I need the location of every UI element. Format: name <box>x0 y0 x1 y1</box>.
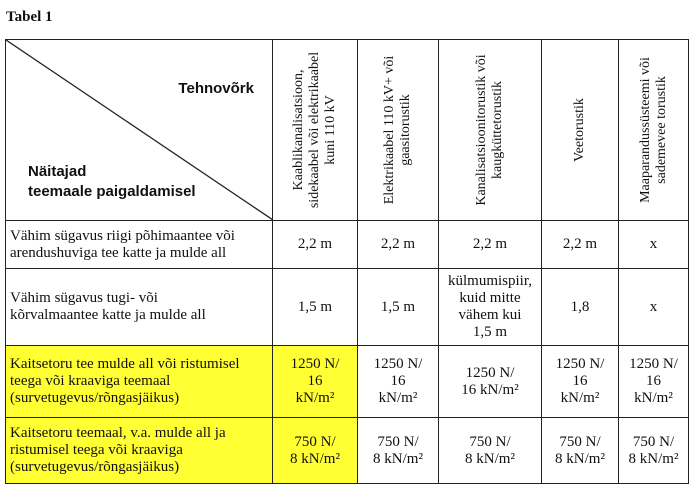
column-header-sewer-heating: Kanalisatsioonitorustik või kaugküttetorustik <box>439 40 542 221</box>
value-cell: 1,5 m <box>273 269 358 346</box>
value-cell: 2,2 m <box>542 221 619 269</box>
header-row <box>6 40 689 221</box>
table-row <box>6 269 689 346</box>
table-row <box>6 418 689 484</box>
column-header-water: Veetorustik <box>542 40 619 221</box>
naitajad-heading: Näitajad teemaale paigaldamisel <box>28 163 196 200</box>
corner-header-cell <box>6 40 273 221</box>
row-label: Vähim sügavus riigi põhimaantee või arendushuviga tee katte ja mulde all <box>6 221 273 269</box>
value-cell: 1,8 <box>542 269 619 346</box>
table-caption: Tabel 1 <box>6 9 53 25</box>
table-row <box>6 221 689 269</box>
value-cell: 750 N/ 8 kN/m² <box>273 418 358 484</box>
value-cell: 750 N/ 8 kN/m² <box>439 418 542 484</box>
value-cell: 1250 N/ 16 kN/m² <box>358 346 439 418</box>
value-cell: 1250 N/ 16 kN/m² <box>439 346 542 418</box>
row-label: Kaitsetoru tee mulde all või ristumisel teega või kraaviga teemaal (survetugevus/rõngasjäikus) <box>6 346 273 418</box>
value-cell: x <box>619 269 689 346</box>
tehnovork-heading: Tehnovõrk <box>178 80 254 97</box>
value-cell: 2,2 m <box>439 221 542 269</box>
value-cell: külmumispiir, kuid mitte vähem kui 1,5 m <box>439 269 542 346</box>
row-label: Vähim sügavus tugi- või kõrvalmaantee katte ja mulde all <box>6 269 273 346</box>
value-cell: 1,5 m <box>358 269 439 346</box>
column-header-cable: Kaablikanalisatsioon, sidekaabel või elektrikaabel kuni 110 kV <box>273 40 358 221</box>
value-cell: 750 N/ 8 kN/m² <box>619 418 689 484</box>
row-label: Kaitsetoru teemaal, v.a. mulde all ja ristumisel teega või kraaviga (survetugevus/rõngasjäikus) <box>6 418 273 484</box>
value-cell: 1250 N/ 16 kN/m² <box>542 346 619 418</box>
value-cell: 2,2 m <box>273 221 358 269</box>
requirements-table <box>5 39 689 484</box>
value-cell: 1250 N/ 16 kN/m² <box>273 346 358 418</box>
value-cell: 1250 N/ 16 kN/m² <box>619 346 689 418</box>
value-cell: 750 N/ 8 kN/m² <box>542 418 619 484</box>
value-cell: x <box>619 221 689 269</box>
value-cell: 2,2 m <box>358 221 439 269</box>
column-header-drainage: Maaparandussüsteemi või sademevee torustik <box>619 40 689 221</box>
table-row <box>6 346 689 418</box>
column-header-electric-gas: Elektrikaabel 110 kV+ või gaasitorustik <box>358 40 439 221</box>
value-cell: 750 N/ 8 kN/m² <box>358 418 439 484</box>
